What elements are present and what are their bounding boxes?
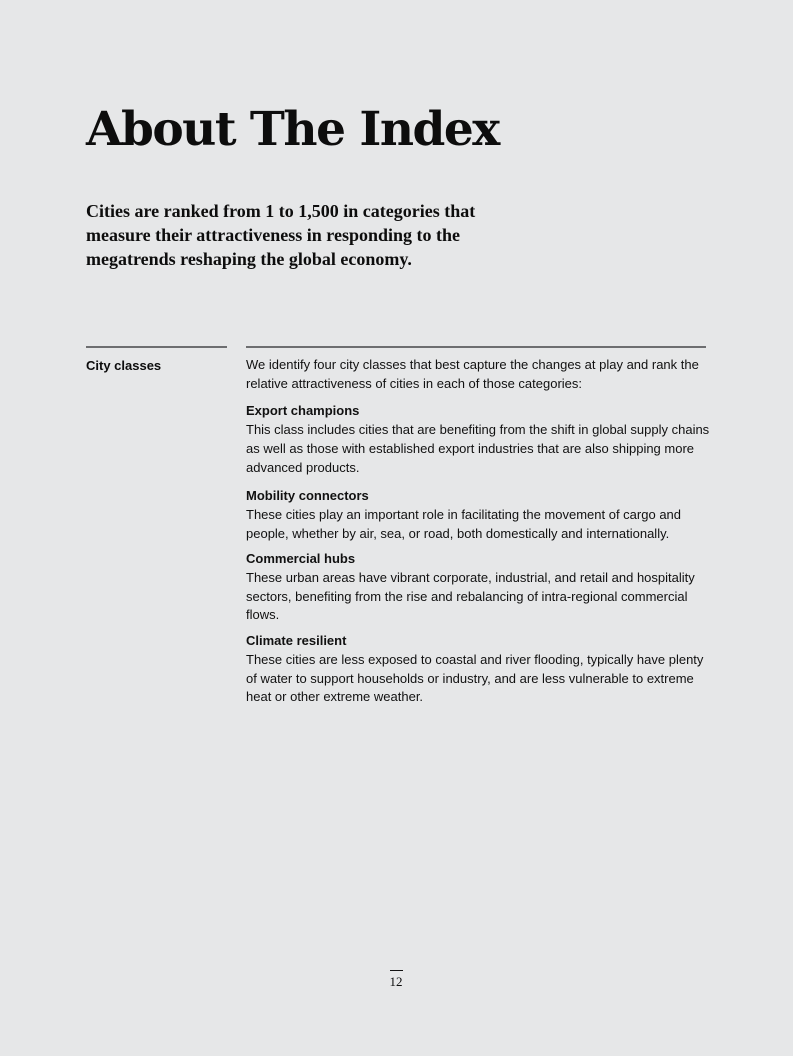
page-number-text: 12 [389, 974, 403, 989]
city-class-description: These cities play an important role in facilitating the movement of cargo and people, whether by air, sea, or road, both domestically and internationally. [246, 506, 682, 541]
page-number [376, 968, 416, 991]
section-divider-right [246, 346, 706, 348]
city-class-name: Export champions [246, 403, 360, 419]
section-body [246, 356, 711, 714]
lede-paragraph: Cities are ranked from 1 to 1,500 in categories that measure their attractiveness in responding to the megatrends reshaping the global economy. [86, 201, 476, 269]
city-class-climate-resilient [246, 632, 711, 707]
city-class-name: Commercial hubs [246, 551, 356, 567]
city-class-description: These cities are less exposed to coastal and river flooding, typically have plenty of water to support households or industry, and are less vulnerable to extreme heat or other extreme weather. [246, 651, 704, 705]
city-class-name: Mobility connectors [246, 488, 369, 504]
section-divider-left [86, 346, 227, 348]
page-number-rule [390, 970, 403, 971]
section-label: City classes [86, 358, 162, 373]
city-class-export-champions [246, 402, 711, 477]
city-class-commercial-hubs [246, 550, 711, 625]
city-class-name: Climate resilient [246, 633, 347, 649]
city-class-description: These urban areas have vibrant corporate, industrial, and retail and hospitality sectors, benefiting from the rise and rebalancing of intra-regional commercial flows. [246, 570, 695, 623]
section-intro: We identify four city classes that best capture the changes at play and rank the relative attractiveness of cities in each of those categories: [246, 357, 699, 391]
city-class-description: This class includes cities that are benefiting from the shift in global supply chains as well as those with established export industries that are also shipping more advanced products. [246, 422, 710, 475]
page-title: About The Index [86, 102, 499, 157]
city-class-mobility-connectors [246, 487, 711, 543]
